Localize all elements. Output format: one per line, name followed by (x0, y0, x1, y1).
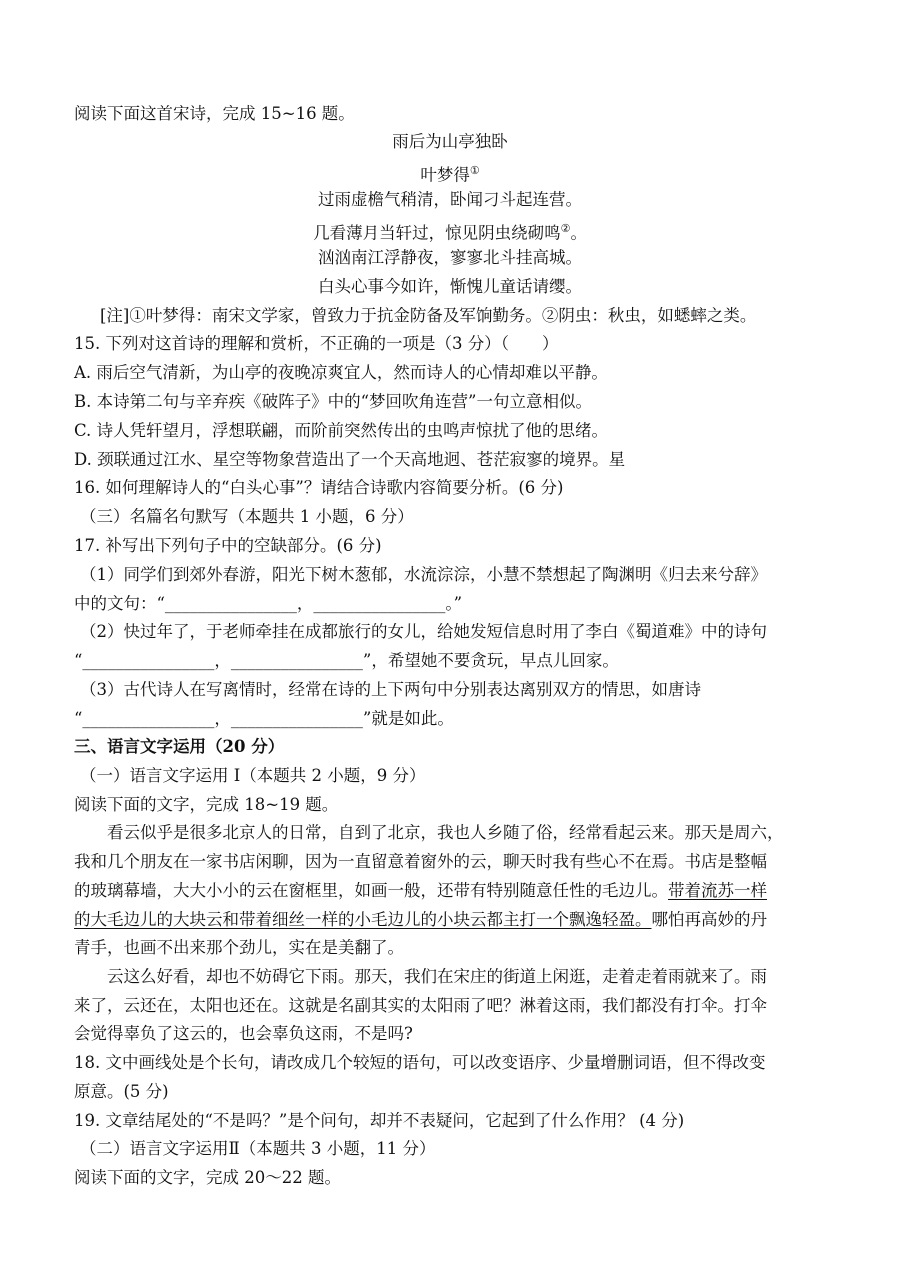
q15-stem: 15. 下列对这首诗的理解和赏析，不正确的一项是（3 分）（ ） (74, 334, 559, 353)
q18-continued: 原意。(5 分) (74, 1082, 169, 1101)
q15-option-d: D. 颈联通过江水、星空等物象营造出了一个天高地迥、苍茫寂寥的境界。星 (74, 450, 626, 469)
underlined-sentence: 带着流苏一样 (668, 881, 767, 900)
section-three-heading: 三、语言文字运用（20 分） (74, 737, 285, 756)
poem-intro: 阅读下面这首宋诗，完成 15~16 题。 (74, 104, 355, 123)
intro-20-22: 阅读下面的文字，完成 20～22 题。 (74, 1168, 341, 1187)
passage-line: 我和几个朋友在一家书店闲聊，因为一直留意着窗外的云，聊天时我有些心不在焉。书店是整幅 (74, 852, 767, 871)
section-mingpian: （三）名篇名句默写（本题共 1 小题，6 分） (80, 507, 414, 526)
q17-stem: 17. 补写出下列句子中的空缺部分。(6 分) (74, 536, 382, 555)
section-yuyan-1: （一）语言文字运用 I（本题共 2 小题，9 分） (80, 766, 426, 785)
passage-line: 来了，云还在，太阳也还在。这就是名副其实的太阳雨了吧？淋着这雨，我们都没有打伞。打伞 (74, 996, 767, 1015)
q15-option-b: B. 本诗第二句与辛弃疾《破阵子》中的“梦回吹角连营”一句立意相似。 (74, 392, 592, 411)
q17-item-2-blanks: “________________，________________”，希望她不要贪玩，早点儿回家。 (74, 651, 619, 670)
passage-line: 看云似乎是很多北京人的日常，自到了北京，我也人乡随了俗，经常看起云来。那天是周六， (107, 823, 784, 842)
q17-item-1: （1）同学们到郊外春游，阳光下树木葱郁，水流淙淙，小慧不禁想起了陶渊明《归去来兮辞》 (80, 565, 767, 584)
poem-line-4: 白头心事今如许，惭愧儿童话请缨。 (318, 277, 582, 296)
poem-line-1: 过雨虚檐气稍清，卧闻刁斗起连营。 (318, 190, 582, 209)
passage-line: 会觉得辜负了这云的，也会辜负这雨，不是吗? (74, 1024, 413, 1043)
q19: 19. 文章结尾处的“不是吗？”是个问句，却并不表疑问，它起到了什么作用？ (4 分) (74, 1111, 685, 1130)
underlined-sentence: 的大毛边儿的大块云和带着细丝一样的小毛边儿的小块云都主打一个飘逸轻盈。 (74, 910, 652, 929)
q16: 16. 如何理解诗人的“白头心事”？请结合诗歌内容简要分析。(6 分) (74, 478, 564, 497)
footnote-mark: ② (560, 222, 571, 235)
q18: 18. 文中画线处是个长句，请改成几个较短的语句，可以改变语序、少量增删词语，但不得改变 (74, 1053, 766, 1072)
section-yuyan-2: （二）语言文字运用Ⅱ（本题共 3 小题，11 分） (80, 1139, 436, 1158)
passage-line: 青手，也画不出来那个劲儿，实在是美翻了。 (74, 938, 404, 957)
poem-author: 叶梦得① (420, 164, 480, 185)
q17-item-1-blanks: 中的文句：“________________，________________。” (74, 594, 463, 613)
footnote-mark: ① (469, 164, 480, 177)
passage-line: 云这么好看，却也不妨碍它下雨。那天，我们在宋庄的街道上闲逛，走着走着雨就来了。雨 (107, 967, 767, 986)
q17-item-3-blanks: “________________，________________”就是如此。 (74, 709, 454, 728)
passage-line: 的大毛边儿的大块云和带着细丝一样的小毛边儿的小块云都主打一个飘逸轻盈。哪怕再高妙的丹 (74, 910, 767, 929)
poem-note: [注]①叶梦得：南宋文学家，曾致力于抗金防备及军饷勤务。②阴虫：秋虫，如蟋蟀之类。 (100, 306, 757, 325)
intro-18-19: 阅读下面的文字，完成 18~19 题。 (74, 795, 339, 814)
q15-option-a: A. 雨后空气清新，为山亭的夜晚凉爽宜人，然而诗人的心情却难以平静。 (74, 363, 608, 382)
q17-item-2: （2）快过年了，于老师牵挂在成都旅行的女儿，给她发短信息时用了李白《蜀道难》中的诗句 (80, 622, 767, 641)
poem-title: 雨后为山亭独卧 (392, 132, 508, 151)
poem-line-2: 几看薄月当轩过，惊见阴虫绕砌鸣②。 (313, 222, 587, 243)
q15-option-c: C. 诗人凭轩望月，浮想联翩，而阶前突然传出的虫鸣声惊扰了他的思绪。 (74, 421, 609, 440)
passage-line: 的玻璃幕墙，大大小小的云在窗框里，如画一般，还带有特别随意任性的毛边儿。带着流苏一样 (74, 881, 767, 900)
poem-line-3: 汹汹南江浮静夜，寥寥北斗挂高城。 (318, 248, 582, 267)
q17-item-3: （3）古代诗人在写离情时，经常在诗的上下两句中分别表达离别双方的情思，如唐诗 (80, 680, 701, 699)
